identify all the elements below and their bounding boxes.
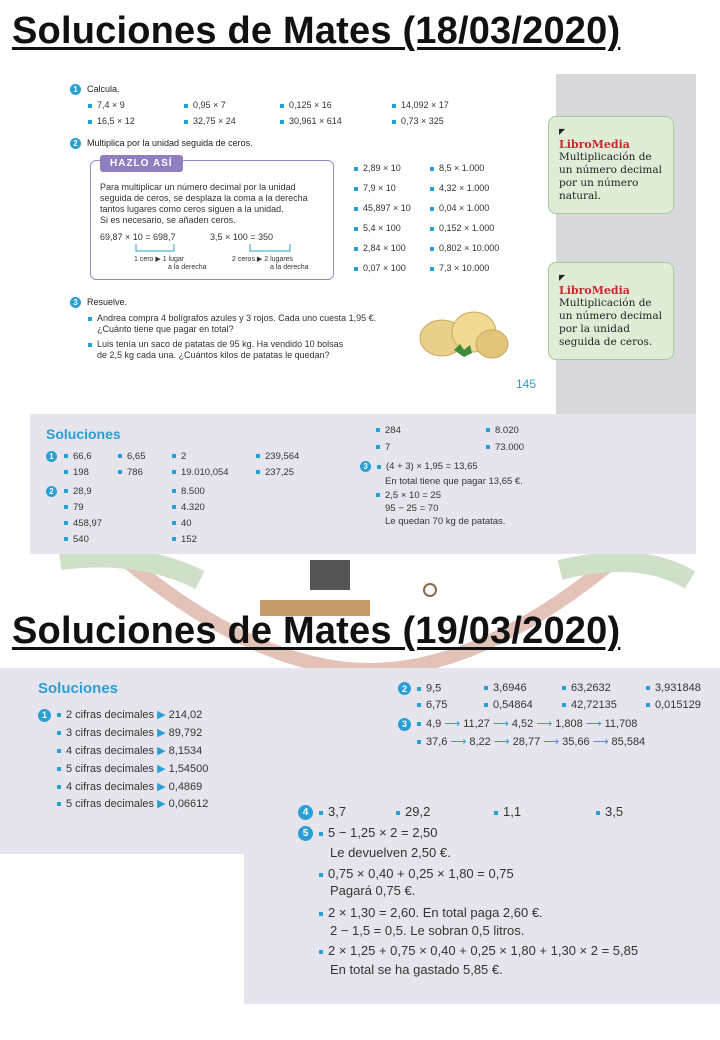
hazlo-text: Si es necesario, se añaden ceros.: [100, 215, 236, 225]
libromedia-card-1[interactable]: [548, 116, 674, 214]
libromedia-brand: LibroMedia: [559, 284, 630, 297]
exercise-item: 2,89 × 10: [354, 163, 401, 173]
example-2-note: 2 ceros ▶ 2 lugares: [232, 256, 294, 263]
exercise-item: 4,32 × 1.000: [430, 183, 489, 193]
answer-item: 66,6: [64, 451, 92, 462]
solutions-title: Soluciones: [46, 426, 121, 442]
answer-item: 239,564: [256, 451, 299, 462]
exercise-item: 0,04 × 1.000: [430, 203, 489, 213]
answer-item: 0,015129: [646, 699, 701, 711]
hazlo-asi-tag: HAZLO ASÍ: [100, 155, 183, 172]
answer-item: 4.320: [172, 502, 205, 513]
answer-1-row: 1: [46, 451, 63, 462]
answer-line: Le quedan 70 kg de patatas.: [385, 516, 506, 527]
answer-2-row: 2: [46, 486, 63, 497]
exercise-item: 5,4 × 100: [354, 223, 401, 233]
exercise-item: 7,9 × 10: [354, 183, 396, 193]
answer-5-row: 5 5 − 1,25 × 2 = 2,50: [298, 825, 438, 841]
hazlo-text: tantos lugares como ceros siguen a la unidad.: [100, 204, 284, 214]
answer-1-row: 1 2 cifras decimales ▶ 214,02: [38, 708, 202, 722]
exercise-item: 16,5 × 12: [88, 116, 135, 126]
answer-line: Le devuelven 2,50 €.: [330, 845, 451, 860]
answer-line: 2,5 × 10 = 25: [376, 490, 441, 501]
answer-item: 2: [172, 451, 186, 462]
question-number: 2: [70, 138, 81, 149]
problem-line: de 2,5 kg cada una. ¿Cuántos kilos de patatas le quedan?: [97, 350, 330, 360]
answer-item: 3,6946: [484, 682, 527, 694]
question-title: Calcula.: [87, 84, 120, 94]
solutions-panel-1: [30, 414, 696, 554]
answer-item: 786: [118, 467, 143, 478]
answer-line: 2 × 1,25 + 0,75 × 0,40 + 0,25 × 1,80 + 1,30 × 2 = 5,85: [319, 943, 638, 958]
problem-line: ¿Cuánto tiene que pagar en total?: [97, 324, 234, 334]
question-number: 1: [70, 84, 81, 95]
example-arrows: [100, 242, 320, 256]
exercise-item: 0,95 × 7: [184, 100, 226, 110]
answer-line: En total tiene que pagar 13,65 €.: [385, 476, 523, 487]
answer-item: 152: [172, 534, 197, 545]
question-title: Multiplica por la unidad seguida de ceros.: [87, 138, 253, 148]
corner-mark-icon: ◤: [559, 127, 566, 136]
answer-item: 0,54864: [484, 699, 533, 711]
libromedia-line: Multiplicación de: [559, 297, 652, 309]
corner-mark-icon: ◤: [559, 273, 566, 282]
answer-item: 3,931848: [646, 682, 701, 694]
answer-item: 29,2: [396, 804, 430, 819]
answer-item: 7: [376, 442, 390, 453]
problem-line: Andrea compra 4 bolígrafos azules y 3 rojos. Cada uno cuesta 1,95 €.: [88, 313, 376, 323]
example-2: 3,5 × 100 = 350: [210, 232, 274, 242]
exercise-item: 45,897 × 10: [354, 203, 411, 213]
example-1: 69,87 × 10 = 698,7: [100, 232, 176, 242]
libromedia-card-2[interactable]: [548, 262, 674, 360]
libromedia-line: por un número: [559, 177, 639, 189]
exercise-item: 0,07 × 100: [354, 263, 406, 273]
exercise-item: 0,73 × 325: [392, 116, 444, 126]
question-number: 3: [70, 297, 81, 308]
answer-item: 6,75: [417, 699, 447, 711]
answer-item: 28,9: [64, 486, 92, 497]
exercise-item: 14,092 × 17: [392, 100, 449, 110]
solutions-title: Soluciones: [38, 680, 119, 697]
answer-item: 284: [376, 425, 401, 436]
exercise-item: 0,802 × 10.000: [430, 243, 499, 253]
answer-item: 19.010,054: [172, 467, 229, 478]
answer-item: 237,25: [256, 467, 294, 478]
exercise-item: 8,5 × 1.000: [430, 163, 484, 173]
question-2-heading: [70, 138, 253, 149]
answer-item: 8.020: [486, 425, 519, 436]
answer-4-row: 4 3,7: [298, 804, 346, 820]
exercise-item: 0,152 × 1.000: [430, 223, 494, 233]
page-number: 145: [516, 377, 537, 391]
potatoes-image: [412, 306, 512, 366]
example-1-note-b: a la derecha: [168, 264, 207, 271]
answer-item: 458,97: [64, 518, 102, 529]
answer-line: 2 − 1,5 = 0,5. Le sobran 0,5 litros.: [330, 923, 525, 938]
libromedia-line: un número decimal: [559, 310, 662, 322]
title-day2: Soluciones de Mates (19/03/2020): [12, 610, 621, 652]
answer-item: 73.000: [486, 442, 524, 453]
answer-item: 1,1: [494, 804, 521, 819]
answer-item: 4 cifras decimales ▶ 8,1534: [57, 744, 202, 757]
answer-item: 42,72135: [562, 699, 617, 711]
answer-item: 6,65: [118, 451, 146, 462]
exercise-item: 32,75 × 24: [184, 116, 236, 126]
answer-3-row: 3 4,9 ⟶ 11,27 ⟶ 4,52 ⟶ 1,808 ⟶ 11,708: [398, 717, 637, 731]
libromedia-line: seguida de ceros.: [559, 336, 653, 348]
answer-item: 5 cifras decimales ▶ 0,06612: [57, 797, 208, 810]
answer-3-row: 3 (4 + 3) × 1,95 = 13,65: [360, 461, 478, 472]
exercise-item: 7,4 × 9: [88, 100, 125, 110]
answer-item: 540: [64, 534, 89, 545]
answer-item: 3 cifras decimales ▶ 89,792: [57, 726, 202, 739]
answer-item: 5 cifras decimales ▶ 1,54500: [57, 762, 208, 775]
question-1-heading: [70, 84, 120, 95]
example-2-note-b: a la derecha: [270, 264, 309, 271]
answer-2-row: 2 9,5: [398, 682, 441, 695]
problem-line: Luis tenía un saco de patatas de 95 kg. Ha vendido 10 bolsas: [88, 339, 343, 349]
answer-item: 63,2632: [562, 682, 611, 694]
answer-line: 2 × 1,30 = 2,60. En total paga 2,60 €.: [319, 905, 543, 920]
answer-item: 40: [172, 518, 192, 529]
exercise-item: 30,961 × 614: [280, 116, 342, 126]
exercise-item: 7,3 × 10.000: [430, 263, 489, 273]
libromedia-line: Multiplicación de: [559, 151, 652, 163]
answer-line: Pagará 0,75 €.: [330, 883, 416, 898]
answer-item: 198: [64, 467, 89, 478]
answer-item: 37,6 ⟶ 8,22 ⟶ 28,77 ⟶ 35,66 ⟶ 85,584: [417, 735, 645, 748]
answer-item: 3,5: [596, 804, 623, 819]
answer-line: 95 − 25 = 70: [385, 503, 439, 514]
answer-item: 4 cifras decimales ▶ 0,4869: [57, 780, 202, 793]
hazlo-text: seguida de ceros, se desplaza la coma a la derecha: [100, 193, 308, 203]
hazlo-text: Para multiplicar un número decimal por la unidad: [100, 182, 296, 192]
exercise-item: 0,125 × 16: [280, 100, 332, 110]
libromedia-line: un número decimal: [559, 164, 662, 176]
question-3-heading: [70, 297, 127, 308]
example-1-note: 1 cero ▶ 1 lugar: [134, 256, 185, 263]
libromedia-line: natural.: [559, 190, 601, 202]
exercise-item: 2,84 × 100: [354, 243, 406, 253]
title-day1: Soluciones de Mates (18/03/2020): [12, 10, 621, 52]
answer-item: 79: [64, 502, 84, 513]
libromedia-brand: LibroMedia: [559, 138, 630, 151]
libromedia-line: por la unidad: [559, 323, 630, 335]
answer-line: 0,75 × 0,40 + 0,25 × 1,80 = 0,75: [319, 866, 514, 881]
answer-item: 8.500: [172, 486, 205, 497]
answer-line: En total se ha gastado 5,85 €.: [330, 962, 503, 977]
question-title: Resuelve.: [87, 297, 128, 307]
